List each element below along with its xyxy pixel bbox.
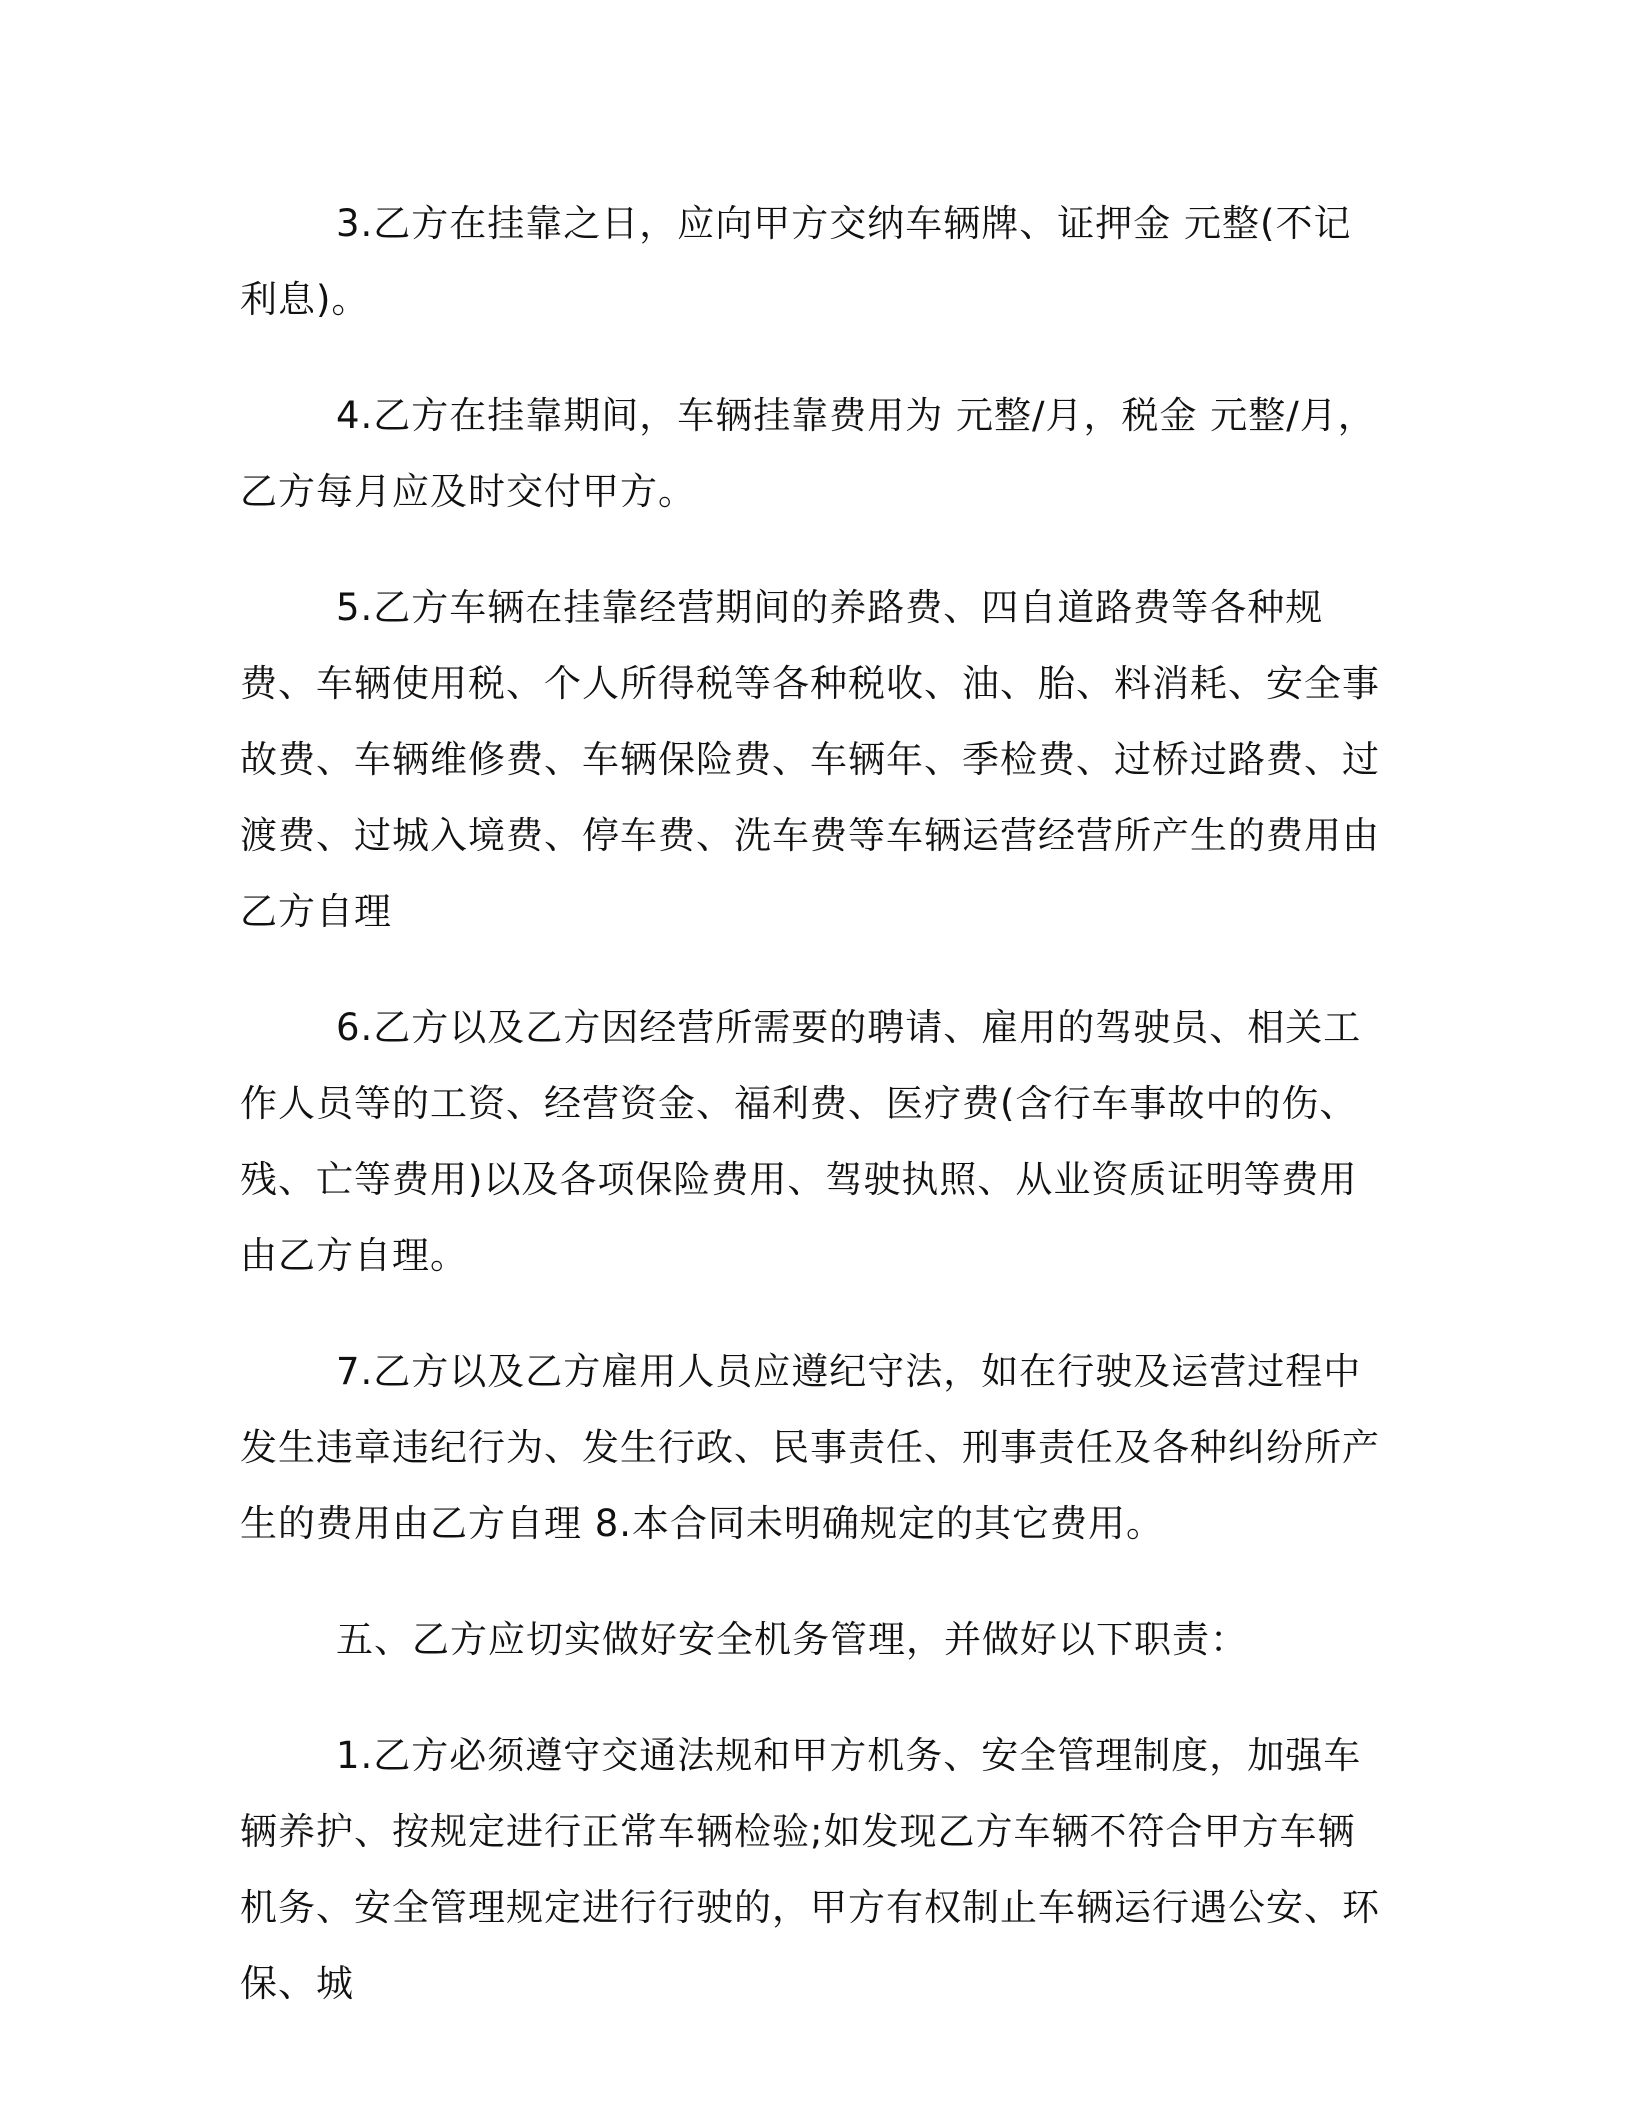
clause-6-staff-costs: 6.乙方以及乙方因经营所需要的聘请、雇用的驾驶员、相关工作人员等的工资、经营资金、福利费、医疗费(含行车事故中的伤、残、亡等费用)以及各项保险费用、驾驶执照、从业资质证明等费用由乙方自理。 — [240, 1006, 1362, 1277]
document-body — [240, 186, 1388, 2062]
section-5-heading: 五、乙方应切实做好安全机务管理，并做好以下职责： — [336, 1618, 1248, 1661]
clause-5-operating-costs: 5.乙方车辆在挂靠经营期间的养路费、四自道路费等各种规费、车辆使用税、个人所得税等各种税收、油、胎、料消耗、安全事故费、车辆维修费、车辆保险费、车辆年、季检费、过桥过路费、过渡费、过城入境费、停车费、洗车费等车辆运营经营所产生的费用由乙方自理 — [240, 586, 1380, 933]
clause-3-deposit: 3.乙方在挂靠之日，应向甲方交纳车辆牌、证押金 元整(不记利息)。 — [240, 202, 1352, 321]
clause-4-monthly-fee: 4.乙方在挂靠期间，车辆挂靠费用为 元整/月，税金 元整/月，乙方每月应及时交付甲方。 — [240, 394, 1376, 513]
section-5-item-1: 1.乙方必须遵守交通法规和甲方机务、安全管理制度，加强车辆养护、按规定进行正常车辆检验;如发现乙方车辆不符合甲方车辆机务、安全管理规定进行行驶的，甲方有权制止车辆运行遇公安、环保、城 — [240, 1734, 1380, 2005]
clause-7-legal-costs: 7.乙方以及乙方雇用人员应遵纪守法，如在行驶及运营过程中发生违章违纪行为、发生行政、民事责任、刑事责任及各种纠纷所产生的费用由乙方自理 8.本合同未明确规定的其它费用。 — [240, 1350, 1380, 1545]
